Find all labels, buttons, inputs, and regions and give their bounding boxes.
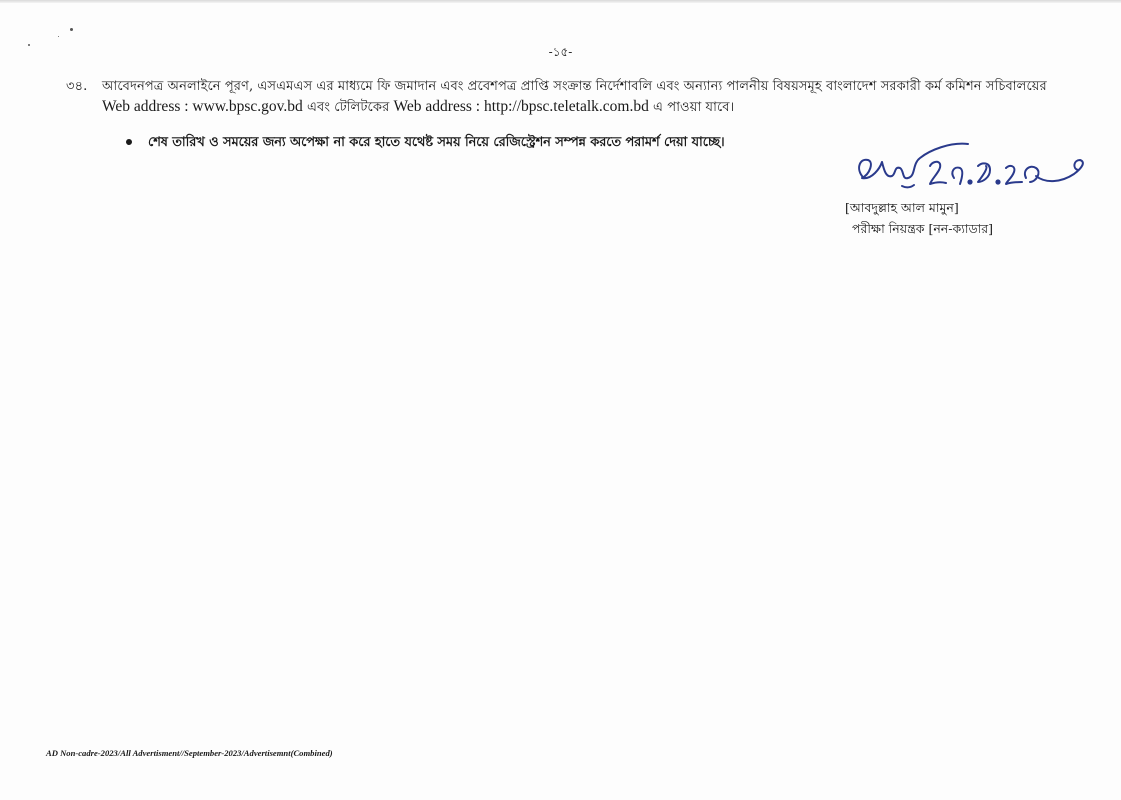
signatory-title: পরীক্ষা নিয়ন্ত্রক [নন-ক্যাডার] — [852, 221, 994, 236]
instruction-item — [66, 77, 1076, 118]
advice-bullet — [126, 134, 725, 152]
item-text-part: আবেদনপত্র অনলাইনে পূরণ, এসএমএস এর মাধ্যমে ফি জমাদান এবং প্রবেশপত্র প্রাপ্তি সংক্রান্ত নির্দেশাবলি এবং অন্যান্য পালনীয় বিষয়সমূহ বাংলাদেশ সরকারী কর্ম কমিশন সচিবালয়ের — [102, 79, 1047, 94]
item-number: ৩৪. — [66, 79, 88, 94]
item-text — [102, 77, 1076, 118]
signatory-name: [আবদুল্লাহ আল মামুন] — [845, 200, 959, 215]
bpsc-web-address: Web address : www.bpsc.gov.bd — [102, 98, 303, 115]
scan-speck — [70, 28, 73, 31]
scan-speck — [58, 36, 59, 37]
bullet-icon — [126, 139, 132, 145]
signature-icon — [850, 138, 1090, 198]
scan-edge — [0, 0, 1121, 3]
item-text-part: এবং টেলিটকের — [302, 100, 394, 115]
item-text-part: এ পাওয়া যাবে। — [648, 100, 735, 115]
advice-text: শেষ তারিখ ও সময়ের জন্য অপেক্ষা না করে হাতে যথেষ্ট সময় নিয়ে রেজিস্ট্রেশন সম্পন্ন করতে পরামর্শ দেয়া যাচ্ছে। — [148, 135, 725, 150]
teletalk-web-address: Web address : http://bpsc.teletalk.com.bd — [393, 98, 649, 115]
footer-path: AD Non-cadre-2023/All Advertisment//September-2023/Advertisemnt(Combined) — [46, 748, 333, 758]
page-number: -১৫- — [548, 45, 573, 59]
